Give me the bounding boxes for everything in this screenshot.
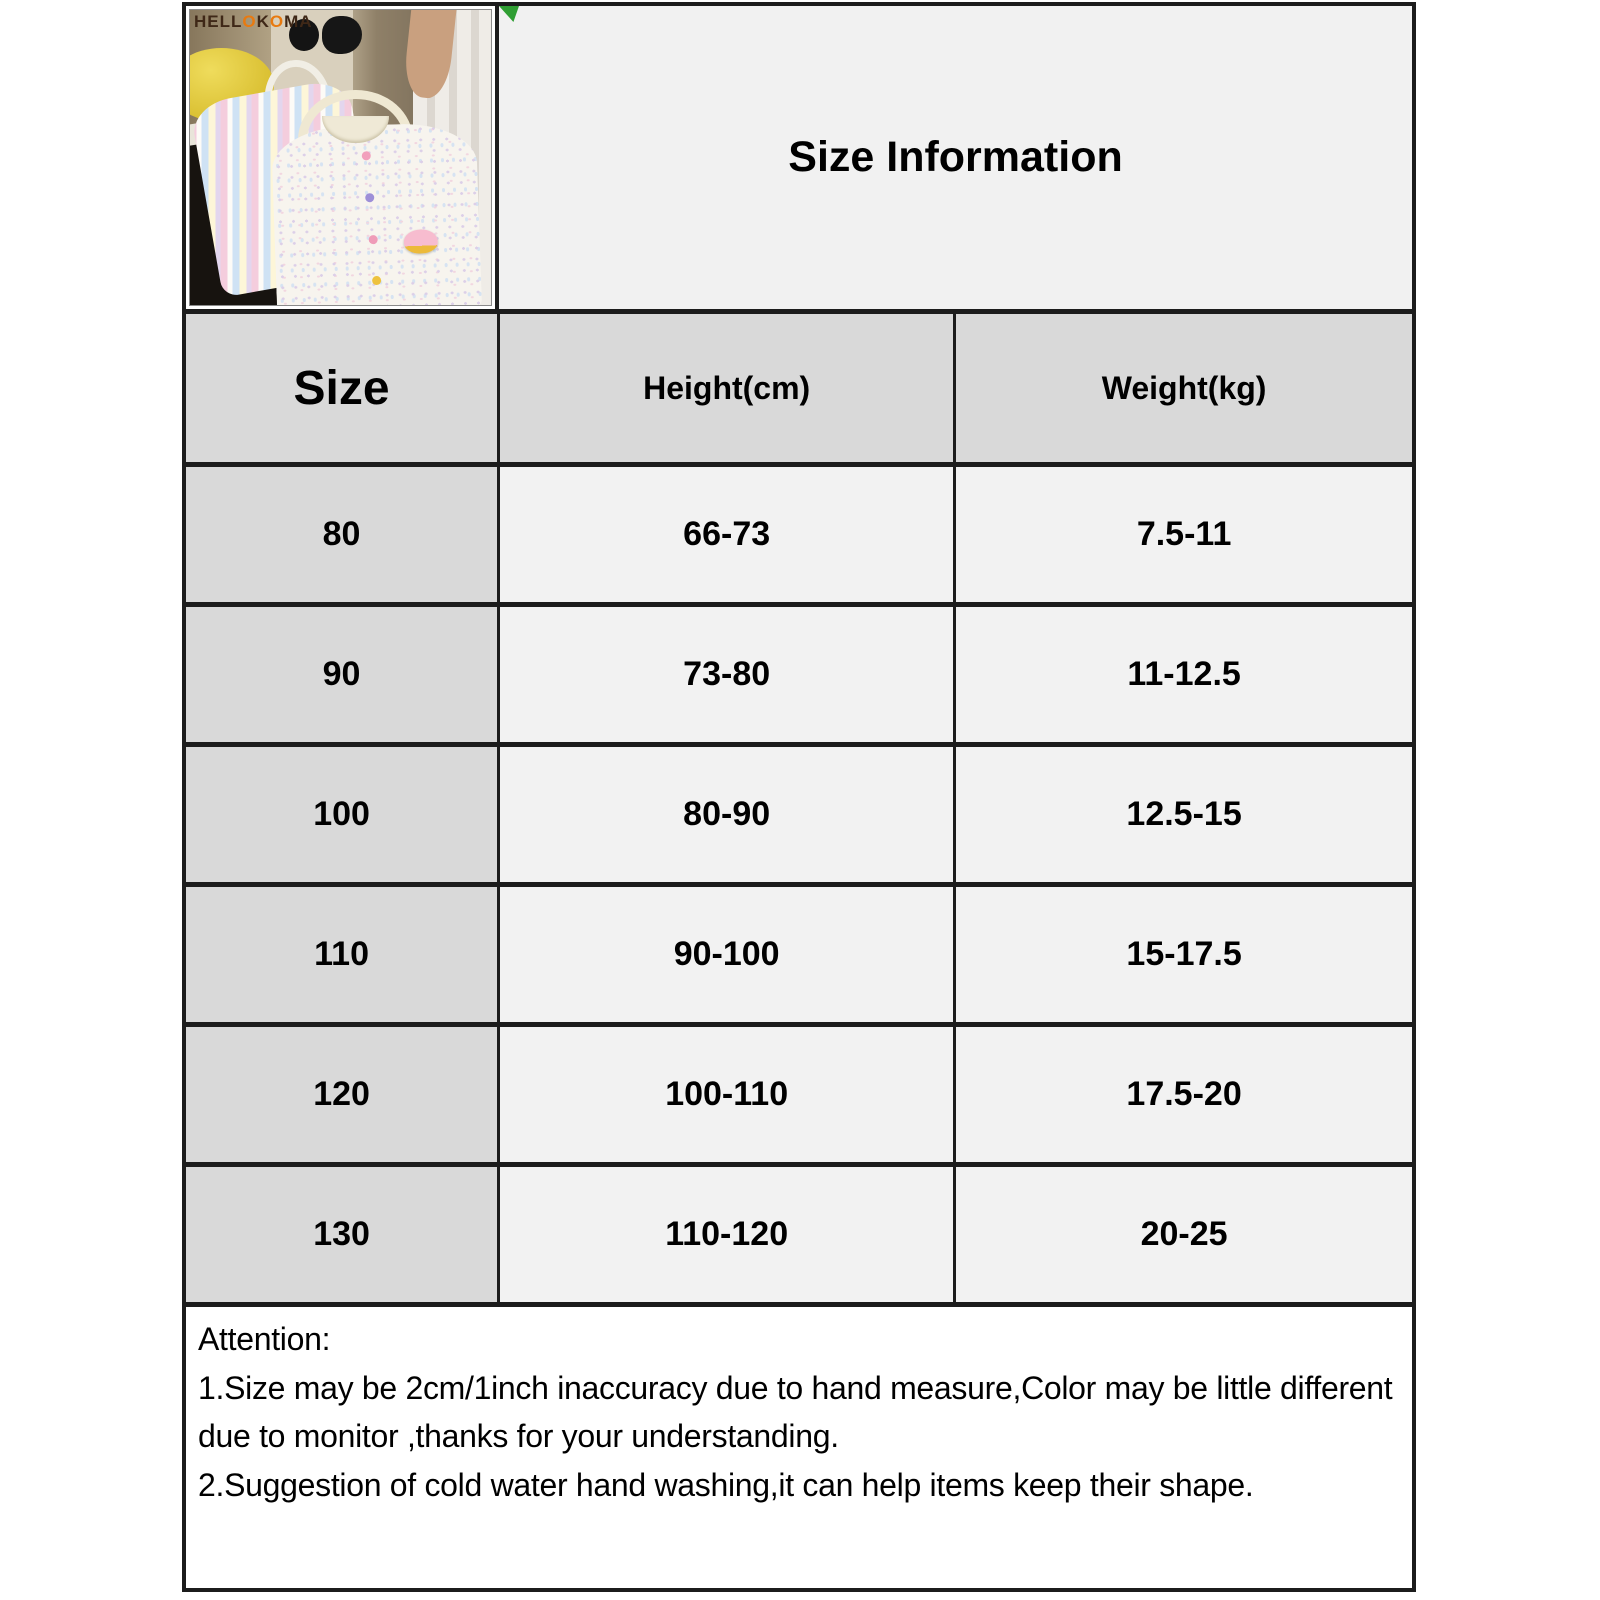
- column-header-size: Size: [186, 314, 499, 465]
- cell-weight: 11-12.5: [955, 605, 1412, 745]
- button-dot: [362, 152, 371, 161]
- cell-height: 80-90: [499, 745, 955, 885]
- cell-size: 100: [186, 745, 499, 885]
- cell-size: 80: [186, 465, 499, 605]
- cell-size: 130: [186, 1165, 499, 1305]
- front-cardigan: [271, 122, 482, 305]
- product-photo-cell: [186, 6, 499, 309]
- brand-logo: [194, 12, 313, 32]
- cell-weight: 12.5-15: [955, 745, 1412, 885]
- cell-size: 90: [186, 605, 499, 745]
- attention-note-2: 2.Suggestion of cold water hand washing,it can help items keep their shape.: [198, 1466, 1254, 1503]
- column-header-height: Height(cm): [499, 314, 955, 465]
- photo-dark-shape: [322, 16, 361, 54]
- cell-size: 120: [186, 1025, 499, 1165]
- table-row: [186, 745, 1412, 885]
- table-row: [186, 1025, 1412, 1165]
- green-corner-marker: [499, 6, 519, 22]
- cell-weight: 7.5-11: [955, 465, 1412, 605]
- top-section: [186, 6, 1412, 314]
- brand-logo-part: O: [242, 12, 257, 31]
- table-row: [186, 465, 1412, 605]
- button-dot: [369, 235, 378, 244]
- chart-frame: [182, 2, 1416, 1592]
- product-photo: [190, 10, 491, 305]
- cell-height: 66-73: [499, 465, 955, 605]
- cell-height: 100-110: [499, 1025, 955, 1165]
- cell-weight: 20-25: [955, 1165, 1412, 1305]
- attention-heading: Attention:: [198, 1321, 331, 1357]
- cell-height: 110-120: [499, 1165, 955, 1305]
- size-table: [186, 314, 1412, 1307]
- title-cell: [499, 6, 1412, 309]
- cell-height: 73-80: [499, 605, 955, 745]
- brand-logo-part: MA: [284, 12, 313, 31]
- brand-logo-part: O: [269, 12, 285, 31]
- table-row: [186, 605, 1412, 745]
- cake-applique: [404, 229, 439, 254]
- brand-logo-part: K: [256, 12, 270, 31]
- cell-weight: 15-17.5: [955, 885, 1412, 1025]
- cell-size: 110: [186, 885, 499, 1025]
- table-row: [186, 885, 1412, 1025]
- button-dot: [365, 193, 374, 202]
- column-header-weight: Weight(kg): [955, 314, 1412, 465]
- button-dot: [372, 276, 381, 285]
- page-title: Size Information: [788, 133, 1123, 181]
- cell-weight: 17.5-20: [955, 1025, 1412, 1165]
- table-header-row: [186, 314, 1412, 465]
- attention-section: [186, 1307, 1412, 1588]
- table-row: [186, 1165, 1412, 1305]
- brand-logo-part: HELL: [194, 12, 243, 31]
- attention-note-1: 1.Size may be 2cm/1inch inaccuracy due to hand measure,Color may be little different due to monitor ,thanks for your understanding.: [198, 1369, 1393, 1455]
- cell-height: 90-100: [499, 885, 955, 1025]
